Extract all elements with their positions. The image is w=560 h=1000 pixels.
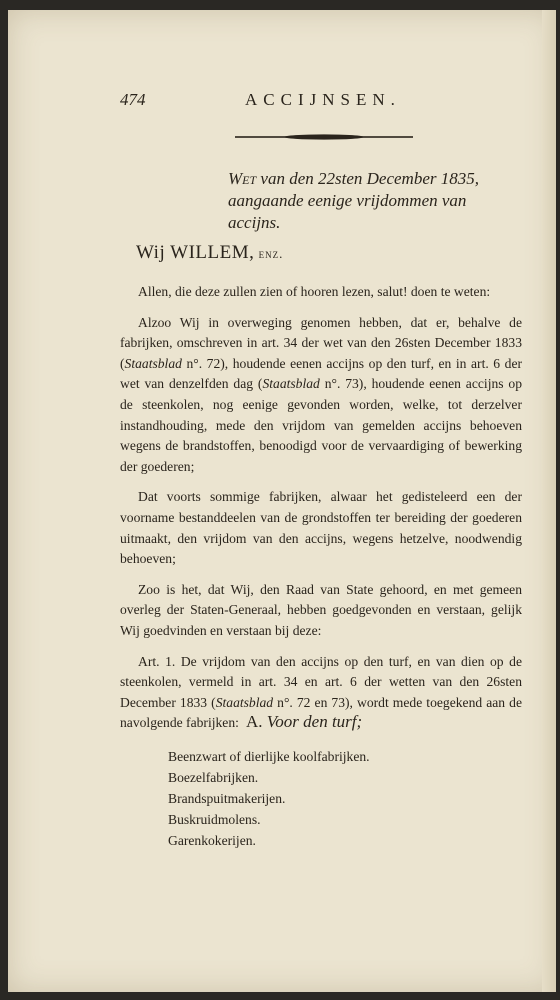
staatsblad-ref-3: Staatsblad (215, 694, 274, 710)
paragraph-considering (120, 313, 522, 478)
paragraph-salutation: Allen, die deze zullen zien of hooren lezen, salut! doen te weten: (138, 284, 491, 299)
paragraph-factories: Dat voorts sommige fabrijken, alwaar het gedisteleerd een der voorname bestanddeelen van de grondstoffen ter bereiding der goederen uitmaakt, den vrijdom van den accijns, wegens hetzelve, noodwendig behoeven; (120, 489, 522, 567)
list-item: Garenkokerijen. (168, 833, 256, 848)
law-title (228, 168, 528, 234)
page-number: 474 (120, 90, 146, 109)
law-title-wet: Wet (228, 169, 257, 188)
ornamental-rule (235, 134, 413, 140)
law-title-line-2: aangaande eenige vrijdommen van (228, 191, 467, 210)
paragraph-enactment: Zoo is het, dat Wij, den Raad van State gehoord, en met gemeen overleg der Staten-Generaal, hebben goedgevonden en verstaan, gelijk Wij goedvinden en verstaan bij deze: (120, 581, 522, 638)
staatsblad-ref-1: Staatsblad (124, 355, 182, 371)
law-title-line-3: accijns. (228, 213, 281, 232)
section-heading (246, 712, 362, 732)
list-item: Brandspuitmakerijen. (168, 791, 286, 806)
page-gutter (542, 10, 556, 992)
section-title: Voor den turf; (266, 712, 363, 731)
paragraph-2-part-a: Alzoo Wij in overweging genomen hebben, dat er, behalve de fabrijken, omschreven in art. 34 der wet van den 26sten December 1833 ( (120, 314, 522, 371)
king-enz: enz. (254, 246, 284, 261)
section-letter: A. (246, 712, 263, 731)
law-title-line-1 (228, 168, 528, 190)
paragraph-2-part-b: n°. 72), houdende eenen accijns op den turf, en in art. 6 der wet van denzelfden dag ( (120, 355, 522, 392)
royal-preamble (136, 242, 283, 264)
running-head: ACCIJNSEN. (245, 90, 401, 109)
article-1-part-a: Art. 1. De vrijdom van den accijns op den turf, en van dien op de steenkolen, vermeld in art. 34 en art. 6 der wetten van den 26sten December 1833 ( (120, 653, 522, 710)
staatsblad-ref-2: Staatsblad (262, 376, 320, 392)
article-1-part-b: n°. 72 en 73), wordt mede toegekend aan de navolgende fabrijken: (120, 694, 522, 731)
factory-list (168, 746, 468, 851)
list-item: Boezelfabrijken. (168, 770, 259, 785)
king-name: Wij WILLEM, (136, 242, 255, 263)
body-text (120, 282, 522, 744)
list-item: Buskruidmolens. (168, 812, 261, 827)
page-header (120, 90, 420, 116)
paragraph-2-part-c: n°. 73), houdende eenen accijns op de steenkolen, nog eenige gevonden worden, welke, tot derzelver instandhouding, mede den vrijdom van gemelden accijns behoeven wegens de brandstoffen, benoodigd voor de vervaardiging of bewerking der goederen; (120, 376, 522, 474)
law-title-date: van den 22sten December 1835, (256, 169, 479, 188)
book-page (8, 10, 556, 992)
list-item: Beenzwart of dierlijke koolfabrijken. (168, 749, 370, 764)
